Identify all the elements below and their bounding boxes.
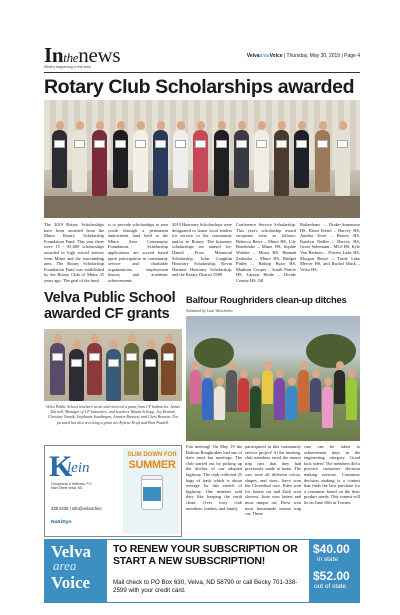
certificate (296, 140, 307, 148)
roughriders-group-photo (186, 316, 360, 441)
masthead (44, 44, 360, 70)
velva-area-voice-logo (45, 540, 107, 603)
velva-grants-headline: Velva Public School awarded CF grants (44, 290, 176, 322)
klein-address: Main Street Velva, ND (51, 486, 83, 490)
label-out-of-state: out of state (314, 583, 347, 590)
teacher-figure (161, 343, 176, 395)
price-in-state: $40.00 (313, 542, 350, 556)
recipient-figure (173, 130, 188, 188)
figure-head (73, 340, 81, 349)
rider-figure (310, 378, 321, 412)
teacher-figure (143, 349, 158, 401)
roughriders-text-col-2: participated in this community service project! At the meeting, club members raced the mouse trap cars that they had previously made at home. The cars were all different colors, shapes, and sizes. Jayce won the Cloverbud race. Eden won for fastest car and Zack won slowest. Josie won fastest and most unique car. Drew won most homemade mouse trap car. These (245, 444, 301, 517)
teacher-figure (124, 343, 139, 395)
recipient-figure (72, 130, 87, 192)
rider-figure (334, 370, 345, 404)
jar-lid (141, 475, 163, 480)
photo-tree (306, 334, 356, 368)
recipient-figure (193, 130, 208, 192)
figure-head (216, 377, 224, 386)
figure-head (128, 334, 136, 343)
recipient-figure (294, 130, 309, 188)
subscription-headline: TO RENEW YOUR SUBSCRIPTION OR START A NEW SUBSCRIPTION! (113, 543, 298, 567)
recipient-figure (52, 130, 67, 188)
figure-head (252, 377, 260, 386)
recipient-figure (234, 130, 249, 188)
figure-head (218, 121, 226, 130)
roughriders-headline: Balfour Roughriders clean-up ditches (186, 294, 347, 305)
grant-certificate (145, 359, 156, 367)
figure-head (300, 361, 308, 370)
figure-head (228, 361, 236, 370)
subscription-ad[interactable] (44, 539, 360, 603)
section-title-the: the (63, 50, 79, 65)
certificate (94, 140, 105, 148)
certificate (276, 140, 287, 148)
teacher-figure (69, 349, 84, 401)
figure-head (91, 334, 99, 343)
rotary-group-photo (44, 100, 360, 218)
recipient-figure (315, 130, 330, 192)
certificate (135, 140, 146, 148)
certificate (115, 140, 126, 148)
section-tagline: What's happening in the area (44, 65, 91, 69)
rider-figure (262, 370, 273, 404)
roughriders-byline: Submitted by Leah Vittschenko (186, 309, 233, 313)
figure-head (204, 369, 212, 378)
figure-head (348, 369, 356, 378)
grant-certificate (71, 359, 82, 367)
figure-head (147, 340, 155, 349)
rider-figure (214, 386, 225, 420)
rider-figure (322, 386, 333, 428)
jar-label (143, 487, 161, 501)
certificate (155, 140, 166, 148)
figure-head (336, 361, 344, 370)
rider-figure (346, 378, 357, 420)
figure-head (264, 361, 272, 370)
teachers-photo-caption: Velva Public School teachers wrote and received a grant from CF Industries. James Darnell, Manager of CF Industries, and teachers Wanda Schopp, Joy Kramer, Christine Vannik, Stephanie Sundbagen, Annette Breuten, and Chris Breuten. Not pictured but also receiving a grant are Kylene Kraft and Pam Paskell. (45, 404, 181, 425)
issue-info (247, 53, 360, 59)
supplement-jar-icon (141, 478, 163, 510)
issue-date-page: | Thursday, May 30, 2019 | Page 4 (283, 53, 360, 59)
rotary-text-col-1: The 2019 Rotary Scholarships have been awarded from the Minot Rotary Scholarship Foundation Fund. This year there were 15 - $1,000 scholarships awarded to high school seniors from Minot and the surrounding area. The Rotary Scholarship Foundation Fund was established by the Rotary Club of Minot 35 years ago. The goal of the fund (44, 222, 104, 283)
recipient-figure (113, 130, 128, 188)
logo-velva: Velva (51, 542, 91, 561)
grant-certificate (89, 353, 100, 361)
rotary-headline: Rotary Club Scholarships awarded (44, 76, 355, 98)
certificate (216, 140, 227, 148)
section-title-in: In (44, 43, 64, 67)
rotary-text-col-4: Conference Service Scholarship. This year's scholarship award recipients were as follows: Rebecca Beers – Minot HS, Lily Bonebrake – Minot HS, Sophie Wolden – Minot HS, Hannah Zadroska – Minot HS, Bridget Finley – Bishop Ryan HS, Madison Cooper – South Prairie HS, Lauryn Heide – Divide County HS, Jill (236, 222, 296, 283)
certificate (317, 140, 328, 148)
rider-figure (202, 378, 213, 420)
klein-subtitle (51, 482, 115, 490)
figure-head (165, 334, 173, 343)
certificate (195, 140, 206, 148)
rider-figure (238, 378, 249, 412)
figure-head (56, 121, 64, 130)
recipient-figure (92, 130, 107, 196)
recipient-figure (133, 130, 148, 192)
certificate (54, 140, 65, 148)
figure-head (258, 121, 266, 130)
figure-head (54, 334, 62, 343)
klein-subtitle-text: Chiropractic & Wellness, P.C. (51, 482, 93, 486)
recipient-figure (254, 130, 269, 192)
rotary-text-col-3: 2019 Honorary Scholarships were designated to honor local leaders for service to the community and/or to Rotary. The honorary scholarships are named for: Daniel Frost Memorial Scholarship, John Coughlin Honorary Scholarship, Kevin Harmon Honorary Scholarship, and the Rotary District 5580 (172, 222, 232, 278)
certificate (74, 140, 85, 148)
figure-head (276, 369, 284, 378)
recipient-figure (274, 130, 289, 196)
recipient-figure (335, 130, 350, 196)
figure-head (324, 377, 332, 386)
recipient-figure (214, 130, 229, 196)
subscription-instructions: Mail check to PO Box 630, Velva, ND 58790 or call Becky 701-338-2599 with your credit card. (113, 579, 298, 594)
figure-head (192, 361, 200, 370)
paper-name-voice: Voice (269, 53, 283, 59)
section-title-news: news (78, 43, 121, 67)
masthead-rule (44, 72, 360, 73)
figure-head (240, 369, 248, 378)
subscription-prices (309, 540, 360, 603)
grant-certificate (52, 353, 63, 361)
klein-logo-k: K (49, 450, 73, 483)
figure-head (110, 340, 118, 349)
promo-line-1: SLIM DOWN FOR (127, 452, 177, 458)
figure-head (339, 121, 347, 130)
figure-head (312, 369, 320, 378)
figure-head (157, 121, 165, 130)
klein-contact: 338.3238 | info@velvachiro (51, 506, 102, 511)
figure-head (137, 121, 145, 130)
teacher-figure (50, 343, 65, 395)
grant-certificate (108, 359, 119, 367)
certificate (256, 140, 267, 148)
rider-figure (226, 370, 237, 412)
certificate (337, 140, 348, 148)
klein-logo-lein: lein (67, 460, 90, 476)
grant-certificate (163, 353, 174, 361)
figure-head (288, 377, 296, 386)
teacher-figure (87, 343, 102, 395)
certificate (236, 140, 247, 148)
figure-head (319, 121, 327, 130)
klein-chiropractic-ad[interactable] (44, 445, 182, 537)
recipient-figure (153, 130, 168, 196)
grant-certificate (126, 353, 137, 361)
rotary-text-col-2: is to provide scholarships to area youth through a permanent endowment fund held at the Minot Area Community Foundation. Scholarship applications are scored based upon participation in community service and charitable organizations, employment history and academic achievements. (108, 222, 168, 283)
figure-head (238, 121, 246, 130)
promo-line-2: SUMMER (128, 459, 176, 471)
figure-head (117, 121, 125, 130)
roughriders-text-col-3: cars can be taken to achievement days in the engineering category. Good luck riders! The members did a practice consumer decision making exercise. Consumer decision making is a contest that finds the best purchase for a consumer based on the their product needs. This contest will be on June 10th in Towner. (304, 444, 360, 505)
rider-figure (190, 370, 201, 404)
nutridyn-brand: NutriDyn (51, 520, 72, 525)
roughriders-text-col-1: Fun meeting! On May 19 the Balfour Roughriders had one of their most fun meetings. The club started out by picking up the ditches of our adopted highway. The club collected 25 bags of trash which is about average for this stretch of highway. One member said they like keeping the earth clean. Over forty club members, leaders, and family (186, 444, 242, 511)
paper-name-velva: Velva (246, 53, 260, 59)
rotary-text-col-5: Rotberhans – Drake-Anamoose HS, Brian Fetzel – Harvey HS, Annika Towe – Harvey HS, Katelyn Nedler – Harvey HS, Grace Solemann – MLS HS, Kyle Van Berkom – Powers Lake HS, Morgan Reiser – Turtle Lake Mercer HS, and Rachel Mack – Velva HS. (300, 222, 360, 272)
logo-area: area (53, 558, 77, 573)
logo-voice: Voice (51, 573, 91, 592)
rider-figure (286, 386, 297, 420)
rider-figure (274, 378, 285, 420)
rider-figure (250, 386, 261, 428)
paper-name-area: area (259, 53, 270, 59)
rider-figure (298, 370, 309, 412)
photo-floor (44, 196, 360, 218)
teacher-figure (106, 349, 121, 401)
label-in-state: in state (317, 556, 338, 563)
teachers-grant-photo (44, 329, 182, 401)
price-out-of-state: $52.00 (313, 569, 350, 583)
certificate (175, 140, 186, 148)
